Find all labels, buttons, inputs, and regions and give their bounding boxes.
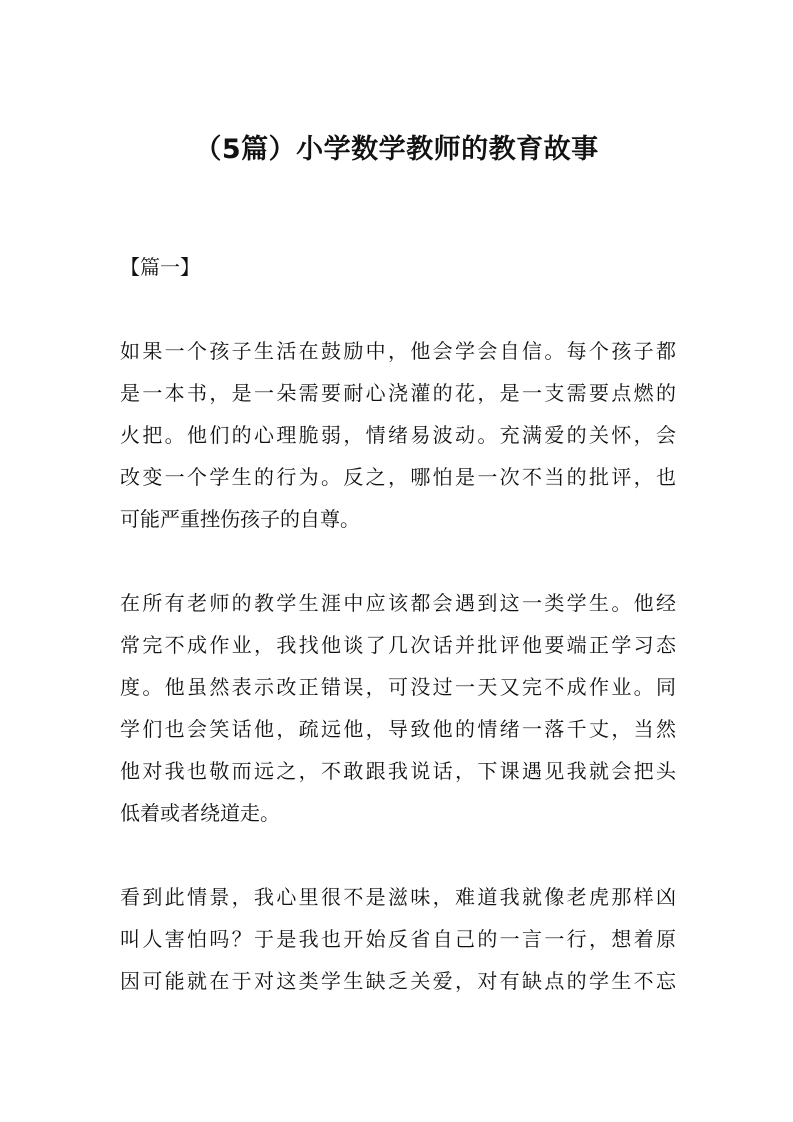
paragraph-line: 看到此情景，我心里很不是滋味，难道我就像老虎那样凶: [120, 885, 676, 909]
paragraph-line: 度。他虽然表示改正错误，可没过一天又完不成作业。同: [120, 675, 676, 699]
document-title: （5篇）小学数学教师的教育故事: [194, 134, 599, 165]
paragraph-line: 常完不成作业，我找他谈了几次话并批评他要端正学习态: [120, 633, 676, 657]
paragraph-line: 改变一个学生的行为。反之，哪怕是一次不当的批评，也: [120, 465, 676, 489]
paragraph-line: 可能严重挫伤孩子的自尊。: [120, 507, 360, 531]
document-body: [120, 246, 676, 1002]
paragraph-1: [120, 330, 676, 540]
paragraph-line: 他对我也敬而远之，不敢跟我说话，下课遇见我就会把头: [120, 759, 676, 783]
section-heading: 【篇一】: [120, 255, 200, 279]
paragraph-line: 是一本书，是一朵需要耐心浇灌的花，是一支需要点燃的: [120, 381, 676, 405]
paragraph-2: [120, 582, 676, 834]
paragraph-line: 低着或者绕道走。: [120, 801, 280, 825]
paragraph-line: 在所有老师的教学生涯中应该都会遇到这一类学生。他经: [120, 591, 676, 615]
paragraph-line: 学们也会笑话他，疏远他，导致他的情绪一落千丈，当然: [120, 717, 676, 741]
paragraph-line: 火把。他们的心理脆弱，情绪易波动。充满爱的关怀，会: [120, 423, 676, 447]
paragraph-line: 因可能就在于对这类学生缺乏关爱，对有缺点的学生不忘: [120, 969, 676, 993]
paragraph-3: [120, 876, 676, 1002]
paragraph-line: 叫人害怕吗？于是我也开始反省自己的一言一行，想着原: [120, 927, 676, 951]
paragraph-line: 如果一个孩子生活在鼓励中，他会学会自信。每个孩子都: [120, 339, 676, 363]
